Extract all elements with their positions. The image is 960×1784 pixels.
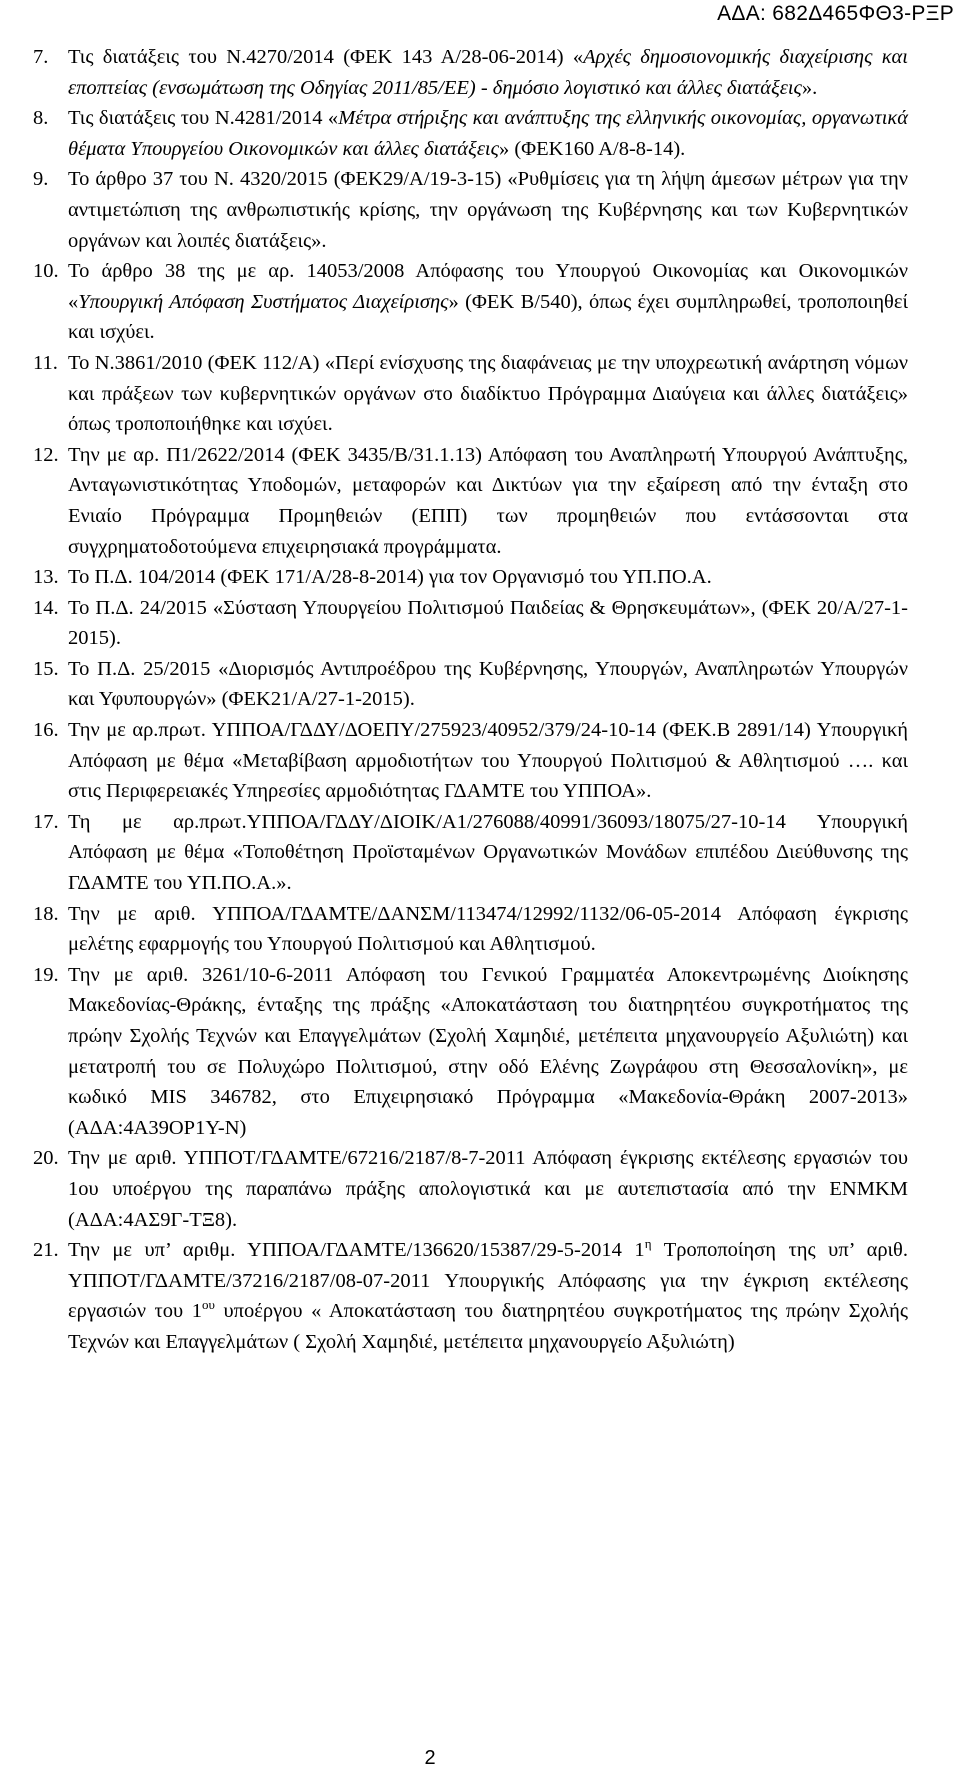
item-number: 13. xyxy=(33,566,59,589)
item-text: Την με αριθ. 3261/10-6-2011 Απόφαση του Γενικού Γραμματέα Αποκεντρωμένης Διοίκησης Μακεδονίας-Θράκης, ένταξης της πράξης «Αποκατάσταση του διατηρητέου συγκροτήματος της πρώην Σχολής Τεχνών και Επαγγελμάτων (Σχολή Χαμηδιέ, μετέπειτα μηχανουργείο Αξυλιώτη) και μετατροπή του σε Πολυχώρο Πολιτισμού, στην οδό Ελένης Ζωγράφου στη Θεσσαλονίκη», με κωδικό MIS 346782, στο Επιχειρησιακό Πρόγραμμα «Μακεδονία-Θράκη 2007-2013» (ΑΔΑ:4Α39ΟΡ1Υ-Ν) xyxy=(68,963,908,1139)
list-item xyxy=(33,1143,908,1235)
item-number: 21. xyxy=(33,1239,59,1262)
item-text: Το Π.Δ. 104/2014 (ΦΕΚ 171/Α/28-8-2014) για τον Οργανισμό του ΥΠ.ΠΟ.Α. xyxy=(68,566,712,589)
list-item xyxy=(33,164,908,256)
superscript: η xyxy=(644,1236,652,1252)
item-title-italic: Μέτρα στήριξης και ανάπτυξης της ελληνικής οικονομίας, οργανωτικά θέματα Υπουργείου Οικονομικών και άλλες διατάξεις xyxy=(68,107,908,160)
item-text: Το Ν.3861/2010 (ΦΕΚ 112/Α) «Περί ενίσχυσης της διαφάνειας με την υποχρεωτική ανάρτηση νόμων και πράξεων των κυβερνητικών οργάνων στο διαδίκτυο Πρόγραμμα Διαύγεια και άλλες διατάξεις» όπως τροποποιήθηκε και ισχύει. xyxy=(68,351,908,436)
page-number: 2 xyxy=(424,1747,436,1769)
item-text: Την με υπ’ αριθμ. ΥΠΠΟΑ/ΓΔΑΜΤΕ/136620/15387/29-5-2014 $1^\eta$ Τροποποίηση της υπ’ αριθ. ΥΠΠΟΤ/ΓΔΑΜΤΕ/37216/2187/08-07-2011 Υπουργικής Απόφασης για την έγκριση εκτέλεσης εργασιών του $1^{o\upsilon}$ υποέργου « Αποκατάσταση του διατηρητέου συγκροτήματος της πρώην Σχολής Τεχνών και Επαγγελμάτων ( Σχολή Χαμηδιέ, μετέπειτα μηχανουργείο Αξυλιώτη) xyxy=(68,1236,909,1353)
item-title-italic: Υπουργική Απόφαση Συστήματος Διαχείρισης xyxy=(78,290,449,313)
list-item xyxy=(33,562,908,593)
item-text: Την με αρ.πρωτ. ΥΠΠΟΑ/ΓΔΔΥ/ΔΟΕΠΥ/275923/40952/379/24-10-14 (ΦΕΚ.Β 2891/14) Υπουργική Απόφαση με θέμα «Μεταβίβαση αρμοδιοτήτων του Υπουργού Πολιτισμού & Αθλητισμού …. και στις Περιφερειακές Υπηρεσίες αρμοδιότητας ΓΔΑΜΤΕ του ΥΠΠΟΑ». xyxy=(68,719,908,803)
item-number: 15. xyxy=(33,657,59,680)
ada-code: ΑΔΑ: 682Δ465ΦΘ3-ΡΞΡ xyxy=(717,2,954,25)
item-number: 8. xyxy=(33,107,49,130)
list-item xyxy=(33,440,908,562)
item-text: Τις διατάξεις του Ν.4281/2014 «Μέτρα στήριξης και ανάπτυξης της ελληνικής οικονομίας, οργανωτικά θέματα Υπουργείου Οικονομικών και άλλες διατάξεις» (ΦΕΚ160 Α/8-8-14). xyxy=(68,107,908,160)
list-item xyxy=(33,654,908,715)
list-item xyxy=(33,348,908,440)
item-number: 18. xyxy=(33,902,59,925)
list-item xyxy=(33,103,908,164)
item-number: 7. xyxy=(33,46,49,68)
list-item xyxy=(33,807,908,899)
item-text: Το άρθρο 38 της με αρ. 14053/2008 Απόφασης του Υπουργού Οικονομίας και Οικονομικών «Υπουργική Απόφαση Συστήματος Διαχείρισης» (ΦΕΚ Β/540), όπως έχει συμπληρωθεί, τροποποιηθεί και ισχύει. xyxy=(68,260,908,344)
superscript: ου xyxy=(202,1297,215,1313)
list-item xyxy=(33,715,908,807)
item-text: Την με αριθ. ΥΠΠΟΑ/ΓΔΑΜΤΕ/ΔΑΝΣΜ/113474/12992/1132/06-05-2014 Απόφαση έγκρισης μελέτης εφαρμογής του Υπουργού Πολιτισμού και Αθλητισμού. xyxy=(68,902,908,956)
list-item xyxy=(33,42,908,103)
item-number: 10. xyxy=(33,260,59,283)
item-number: 9. xyxy=(33,168,49,191)
item-text: Το Π.Δ. 24/2015 «Σύσταση Υπουργείου Πολιτισμού Παιδείας & Θρησκευμάτων», (ΦΕΚ 20/Α/27-1-2015). xyxy=(68,596,908,650)
item-text: Την με αρ. Π1/2622/2014 (ΦΕΚ 3435/Β/31.1.13) Απόφαση του Αναπληρωτή Υπουργού Ανάπτυξης, Ανταγωνιστικότητας Υποδομών, μεταφορών και Δικτύων για την εξαίρεση από την ένταξη στο Ενιαίο Πρόγραμμα Προμηθειών (ΕΠΠ) των προμηθειών που εντάσσονται στα συγχρηματοδοτούμενα επιχειρησιακά προγράμματα. xyxy=(68,443,908,558)
item-number: 17. xyxy=(33,810,59,833)
item-text: Το Π.Δ. 25/2015 «Διορισμός Αντιπροέδρου της Κυβέρνησης, Υπουργών, Αναπληρωτών Υπουργών και Υφυπουργών» (ΦΕΚ21/Α/27-1-2015). xyxy=(68,657,908,711)
list-item xyxy=(33,960,908,1144)
item-number: 14. xyxy=(33,596,59,619)
item-number: 19. xyxy=(33,963,59,986)
item-text: Τη με αρ.πρωτ.ΥΠΠΟΑ/ΓΔΔΥ/ΔΙΟΙΚ/Α1/276088/40991/36093/18075/27-10-14 Υπουργική Απόφαση με θέμα «Τοποθέτηση Προϊσταμένων Οργανωτικών Μονάδων επιπέδου Διεύθυνσης της ΓΔΑΜΤΕ του ΥΠ.ΠΟ.Α.». xyxy=(68,810,908,895)
item-title-italic: Αρχές δημοσιονομικής διαχείρισης και εποπτείας (ενσωμάτωση της Οδηγίας 2011/85/ΕΕ) - δημόσιο λογιστικό και άλλες διατάξεις xyxy=(68,46,908,99)
item-text: Το άρθρο 37 του Ν. 4320/2015 (ΦΕΚ29/Α/19-3-15) «Ρυθμίσεις για τη λήψη άμεσων μέτρων για την αντιμετώπιση της ανθρωπιστικής κρίσης, την οργάνωση της Κυβέρνησης και των Κυβερνητικών οργάνων και λοιπές διατάξεις». xyxy=(68,168,908,252)
list-item xyxy=(33,1235,908,1357)
list-item xyxy=(33,593,908,654)
item-number: 12. xyxy=(33,443,59,466)
legal-basis-list xyxy=(33,42,908,1358)
item-number: 16. xyxy=(33,719,59,742)
list-item xyxy=(33,899,908,960)
list-item xyxy=(33,256,908,348)
item-number: 20. xyxy=(33,1147,59,1170)
item-text: Την με αριθ. ΥΠΠΟΤ/ΓΔΑΜΤΕ/67216/2187/8-7-2011 Απόφαση έγκρισης εκτέλεσης εργασιών του 1ου υποέργου της παραπάνω πράξης απολογιστικά και με αυτεπιστασία από την ΕΝΜΚΜ (ΑΔΑ:4ΑΣ9Γ-ΤΞ8). xyxy=(68,1147,908,1231)
item-number: 11. xyxy=(33,351,58,374)
item-text: Τις διατάξεις του Ν.4270/2014 (ΦΕΚ 143 Α/28-06-2014) «Αρχές δημοσιονομικής διαχείρισης και εποπτείας (ενσωμάτωση της Οδηγίας 2011/85/ΕΕ) - δημόσιο λογιστικό και άλλες διατάξεις». xyxy=(68,46,908,99)
